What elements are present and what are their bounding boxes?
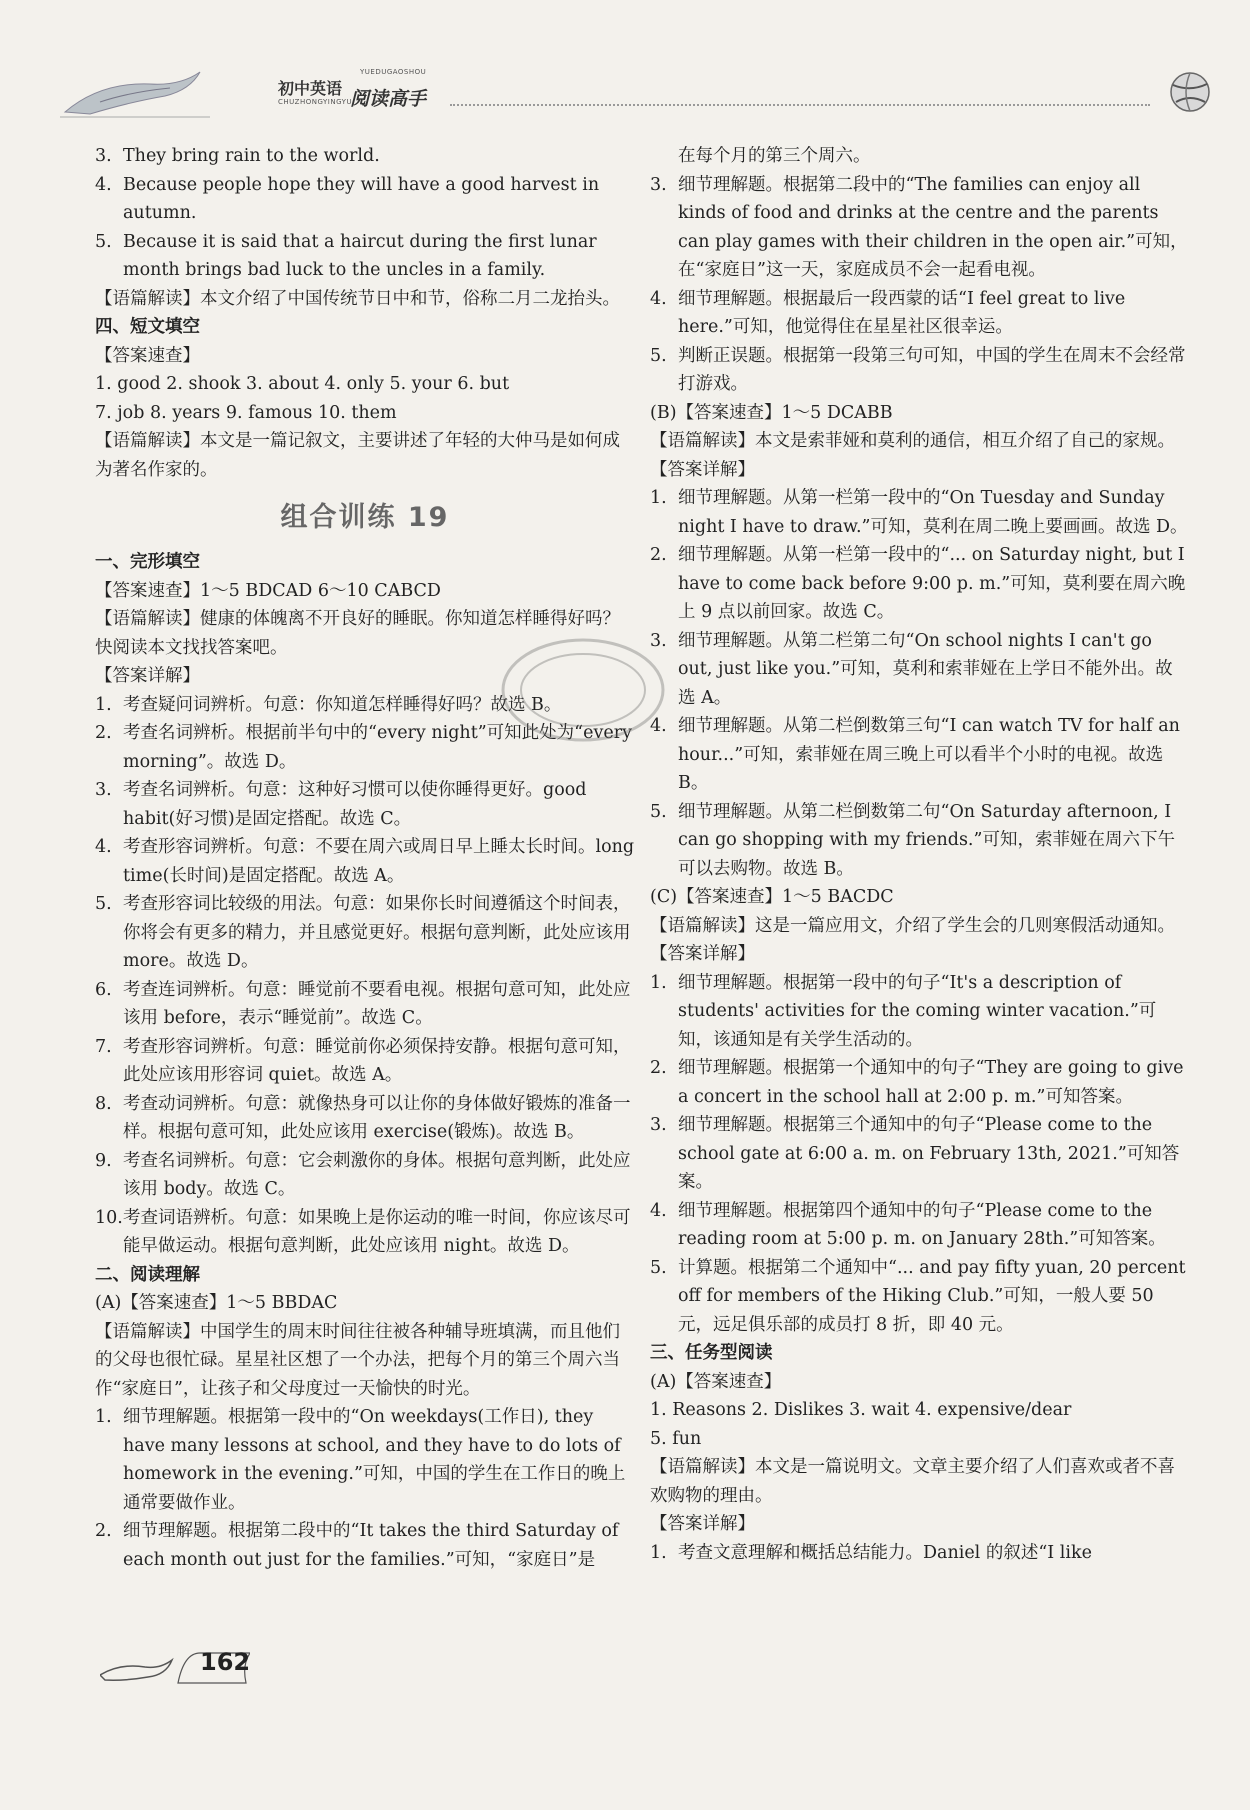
answer-item [650,342,1190,399]
page-number: 162 [200,1648,251,1676]
answer-item [95,976,635,1033]
text-line: 在每个月的第三个周六。 [678,146,871,166]
answer-item [95,776,635,833]
section-heading: 一、完形填空 [95,552,200,572]
answer-item [650,1254,1190,1340]
item-number: 5. [650,1257,667,1278]
answer-item [650,798,1190,884]
text-line: (A)【答案速查】 [650,1371,782,1392]
answer-item [650,1539,1190,1568]
text-line: 【答案详解】 [650,459,755,480]
section-heading: 三、任务型阅读 [650,1343,773,1363]
item-number: 7. [95,1036,112,1057]
text-line: 【语篇解读】中国学生的周末时间往往被各种辅导班填满，而且他们的父母也很忙碌。星星社区想了一个办法，把每个月的第三个周六当作“家庭日”，让孩子和父母度过一天愉快的时光。 [95,1321,620,1399]
header-pinyin-bottom: CHUZHONGYINGYU [278,98,353,106]
answer-item [95,1090,635,1147]
item-text: 考查名词辨析。句意：这种好习惯可以使你睡得更好。good habit(好习惯)是固定搭配。故选 C。 [123,780,587,829]
left-column [95,142,635,1574]
answer-item [650,1197,1190,1254]
answer-item [650,712,1190,798]
item-text: 细节理解题。从第二栏倒数第二句“On Saturday afternoon, I can go shopping with my friends.”可知，索菲娅在周六下午可以去购物。故选 B。 [678,801,1175,879]
text-line: 【语篇解读】这是一篇应用文，介绍了学生会的几则寒假活动通知。 [650,915,1175,936]
item-number: 3. [650,174,667,195]
answer-item [650,1111,1190,1197]
answer-item [95,1517,635,1574]
answer-item [95,1033,635,1090]
item-text: 考查形容词辨析。句意：睡觉前你必须保持安静。根据句意可知，此处应该用形容词 quiet。故选 A。 [123,1036,631,1085]
item-text: 考查疑问词辨析。句意：你知道怎样睡得好吗？故选 B。 [123,694,562,715]
item-text: 细节理解题。根据第二段中的“The families can enjoy all kinds of food and drinks at the centre and the parents can play games with their children in the open air.”可知，在“家庭日”这一天，家庭成员不会一起看电视。 [678,174,1188,280]
section-heading: 四、短文填空 [95,317,200,337]
item-number: 3. [650,630,667,651]
answer-item [650,969,1190,1055]
item-number: 4. [650,1200,667,1221]
item-text: 细节理解题。根据第一个通知中的句子“They are going to give a concert in the school hall at 2:00 p. m.”可知答案。 [678,1058,1184,1107]
header-pinyin-top: YUEDUGAOSHOU [360,68,427,76]
text-line: 【答案详解】 [95,666,200,686]
item-text: 考查名词辨析。根据前半句中的“every night”可知此处为“every morning”。故选 D。 [123,723,632,772]
text-line: (C)【答案速查】1～5 BACDC [650,887,894,907]
item-text: 细节理解题。根据第四个通知中的句子“Please come to the reading room at 5:00 p. m. on January 28th.”可知答案。 [678,1200,1166,1249]
item-number: 3. [95,146,112,166]
item-number: 9. [95,1150,112,1171]
section-heading: 二、阅读理解 [95,1264,200,1285]
item-number: 1. [650,488,667,508]
text-line: 5. fun [650,1428,702,1449]
text-line: 【语篇解读】本文是一篇记叙文，主要讲述了年轻的大仲马是如何成为著名作家的。 [95,431,620,480]
answer-item [95,1403,635,1517]
header-title-sub: 阅读高手 [350,88,427,110]
item-text: 细节理解题。从第二栏倒数第三句“I can watch TV for half an hour...”可知，索菲娅在周三晚上可以看半个小时的电视。故选 B。 [678,716,1180,793]
item-number: 5. [650,345,667,366]
item-number: 6. [95,979,112,1000]
item-text: 细节理解题。从第一栏第一段中的“... on Saturday night, but I have to come back before 9:00 p. m.”可知，莫利要在周六晚上 9 点以前回家。故选 C。 [678,545,1186,622]
item-number: 8. [95,1093,112,1114]
item-number: 4. [95,174,112,195]
text-line: 【答案详解】 [650,1514,755,1534]
answer-item [650,484,1190,541]
answer-item [95,890,635,976]
text-line: 【语篇解读】本文介绍了中国传统节日中和节，俗称二月二龙抬头。 [95,288,620,309]
item-text: They bring rain to the world. [123,146,380,166]
item-number: 2. [95,723,112,743]
item-text: 考查动词辨析。句意：就像热身可以让你的身体做好锻炼的准备一样。根据句意可知，此处应该用 exercise(锻炼)。故选 B。 [123,1093,631,1142]
item-number: 1. [650,972,667,993]
answer-item [650,1054,1190,1111]
item-number: 5. [650,801,667,822]
text-line: 【语篇解读】本文是索菲娅和莫利的通信，相互介绍了自己的家规。 [650,431,1175,451]
item-number: 3. [650,1115,667,1135]
item-number: 3. [95,780,112,800]
item-number: 4. [650,716,667,736]
item-number: 1. [95,694,112,715]
item-number: 5. [95,231,112,252]
item-text: 考查形容词辨析。句意：不要在周六或周日早上睡太长时间。long time(长时间)是固定搭配。故选 A。 [123,837,635,886]
item-number: 2. [95,1521,112,1541]
item-text: 细节理解题。根据第一段中的句子“It's a description of students' activities for the coming winter vacation.”可知，该通知是有关学生活动的。 [678,972,1157,1050]
answer-item [95,1147,635,1204]
item-text: 考查词语辨析。句意：如果晚上是你运动的唯一时间，你应该尽可能早做运动。根据句意判断，此处应该用 night。故选 D。 [123,1207,631,1256]
right-column [650,142,1190,1567]
answer-item [95,1204,635,1261]
item-text: 细节理解题。根据第二段中的“It takes the third Saturday of each month out just for the families.”可知，“家庭日”是 [123,1521,619,1570]
stamp-mark [495,630,670,750]
answer-item [650,285,1190,342]
item-text: Because it is said that a haircut during the first lunar month brings bad luck to the uncles in a family. [123,231,597,280]
answer-item [95,142,635,171]
item-text: 细节理解题。从第二栏第二句“On school nights I can't go out, just like you.”可知，莫利和索菲娅在上学日不能外出。故选 A。 [678,630,1173,708]
ball-icon [1168,70,1212,114]
item-text: 细节理解题。根据第三个通知中的句子“Please come to the school gate at 6:00 a. m. on February 13th, 2021.”可知答案。 [678,1115,1180,1192]
text-line: 7. job 8. years 9. famous 10. them [95,402,397,423]
text-line: 1. Reasons 2. Dislikes 3. wait 4. expensive/dear [650,1400,1072,1420]
text-line: 【语篇解读】本文是一篇说明文。文章主要介绍了人们喜欢或者不喜欢购物的理由。 [650,1457,1175,1506]
item-text: Because people hope they will have a good harvest in autumn. [123,174,600,223]
text-line: 【答案详解】 [650,944,755,964]
text-line: (B)【答案速查】1～5 DCABB [650,402,893,423]
item-number: 4. [95,837,112,857]
section-title: 组合训练 19 [280,502,450,533]
item-number: 1. [95,1407,112,1427]
item-text: 考查连词辨析。句意：睡觉前不要看电视。根据句意可知，此处应该用 before，表示“睡觉前”。故选 C。 [123,979,631,1028]
item-text: 考查文意理解和概括总结能力。Daniel 的叙述“I like [678,1542,1092,1563]
answer-item [650,627,1190,713]
item-number: 1. [650,1542,667,1563]
answer-item [650,171,1190,285]
text-line: 【语篇解读】健康的体魄离不开良好的睡眠。你知道怎样睡得好吗？快阅读本文找找答案吧。 [95,609,620,658]
item-number: 5. [95,894,112,914]
page-header [60,62,1190,122]
answer-item [95,833,635,890]
item-text: 考查形容词比较级的用法。句意：如果你长时间遵循这个时间表，你将会有更多的精力，并且感觉更好。根据句意判断，此处应该用 more。故选 D。 [123,894,631,971]
text-line: 【答案速查】1～5 BDCAD 6～10 CABCD [95,580,441,601]
dolphin-logo-icon [60,62,210,122]
text-line: (A)【答案速查】1～5 BBDAC [95,1293,338,1313]
item-text: 细节理解题。根据第一段中的“On weekdays(工作日), they have many lessons at school, and they have to do lots of homework in the evening.”可知，中国的学生在工作日的晚上通常要做作业。 [123,1407,626,1513]
header-title-main: 初中英语 [278,79,343,98]
item-text: 计算题。根据第二个通知中“... and pay fifty yuan, 20 percent off for members of the Hiking Club.”可知，一般人要 50 元，远足俱乐部的成员打 8 折，即 40 元。 [678,1257,1186,1335]
header-divider [450,104,1150,106]
answer-item [95,171,635,228]
item-number: 4. [650,288,667,309]
text-line: 【答案速查】 [95,345,200,366]
item-number: 10. [95,1207,123,1228]
item-number: 2. [650,1058,667,1078]
item-text: 细节理解题。根据最后一段西蒙的话“I feel great to live here.”可知，他觉得住在星星社区很幸运。 [678,288,1126,337]
answer-item [650,541,1190,627]
item-text: 判断正误题。根据第一段第三句可知，中国的学生在周末不会经常打游戏。 [678,345,1186,394]
item-number: 2. [650,545,667,565]
item-text: 考查名词辨析。句意：它会刺激你的身体。根据句意判断，此处应该用 body。故选 C。 [123,1150,631,1199]
text-line: 1. good 2. shook 3. about 4. only 5. your 6. but [95,374,510,394]
item-text: 细节理解题。从第一栏第一段中的“On Tuesday and Sunday night I have to draw.”可知，莫利在周二晚上要画画。故选 D。 [678,488,1188,537]
answer-item [95,228,635,285]
